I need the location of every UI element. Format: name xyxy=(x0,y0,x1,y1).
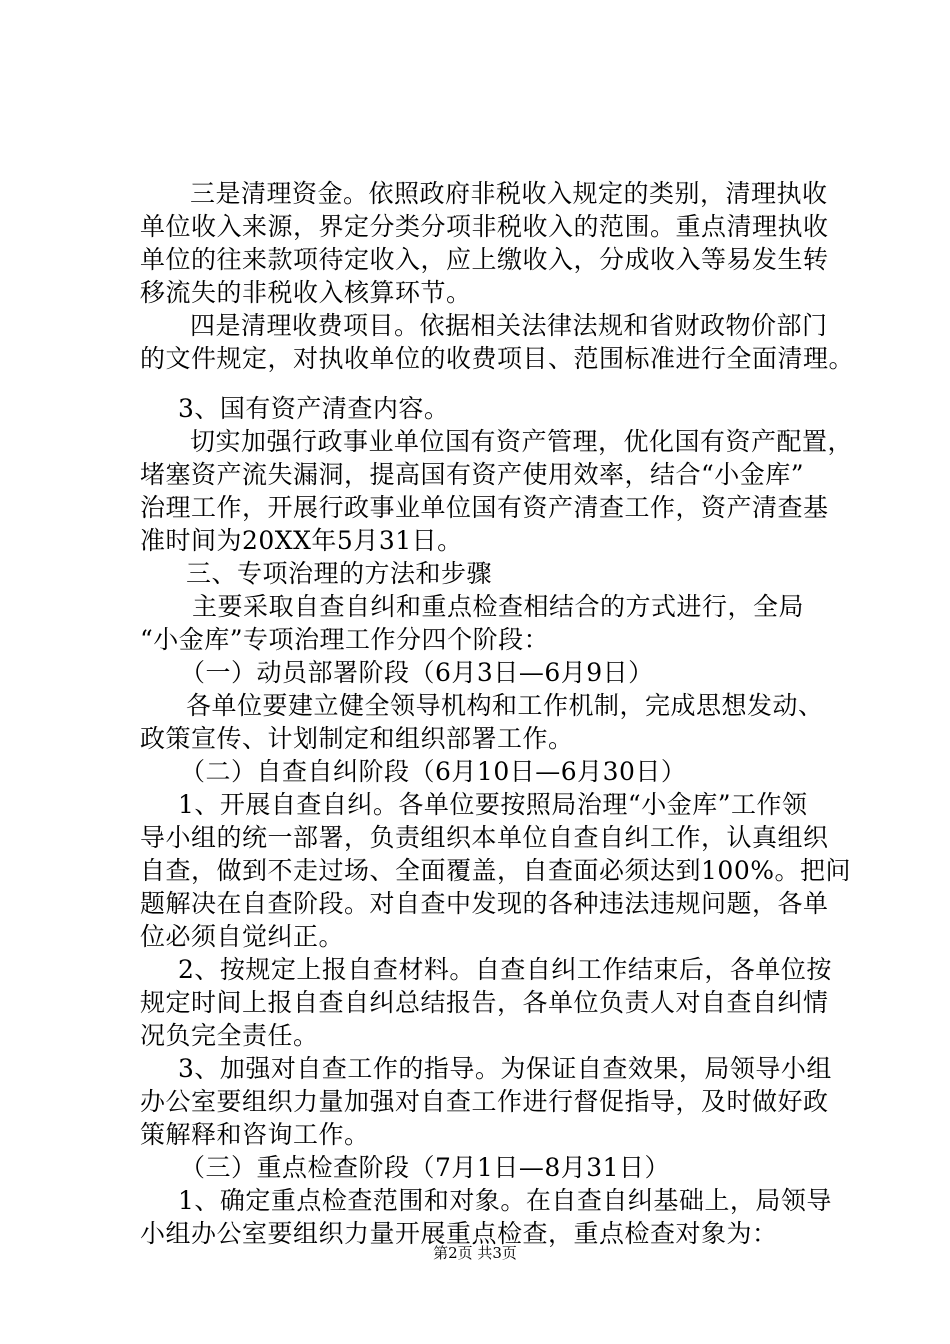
body-line: 的文件规定，对执收单位的收费项目、范围标准进行全面清理。 xyxy=(140,344,855,373)
body-line: “小金库”专项治理工作分四个阶段： xyxy=(140,625,550,654)
body-line: 自查，做到不走过场、全面覆盖，自查面必须达到100%。把问 xyxy=(140,856,851,885)
body-line: 四是清理收费项目。依据相关法律法规和省财政物价部门 xyxy=(190,311,828,340)
body-line: 小组办公室要组织力量开展重点检查，重点检查对象为： xyxy=(140,1219,778,1248)
body-line: 治理工作，开展行政事业单位国有资产清查工作，资产清查基 xyxy=(140,493,829,522)
body-line: 办公室要组织力量加强对自查工作进行督促指导，及时做好政 xyxy=(140,1087,829,1116)
body-line: 各单位要建立健全领导机构和工作机制，完成思想发动、 xyxy=(186,691,824,720)
body-line: 位必须自觉纠正。 xyxy=(140,922,345,951)
body-line: 题解决在自查阶段。对自查中发现的各种违法违规问题，各单 xyxy=(140,889,829,918)
body-line: 单位的往来款项待定收入，应上缴收入，分成收入等易发生转 xyxy=(140,245,829,274)
body-line: 1、确定重点检查范围和对象。在自查自纠基础上，局领导 xyxy=(178,1186,832,1215)
body-line: 切实加强行政事业单位国有资产管理，优化国有资产配置， xyxy=(190,427,854,456)
section-heading: 三、专项治理的方法和步骤 xyxy=(186,559,493,588)
body-line: 主要采取自查自纠和重点检查相结合的方式进行，全局 xyxy=(192,592,805,621)
body-line: 2、按规定上报自查材料。自查自纠工作结束后，各单位按 xyxy=(178,955,832,984)
body-line: 移流失的非税收入核算环节。 xyxy=(140,278,472,307)
stage-heading: （一）动员部署阶段（6月3日—6月9日） xyxy=(180,658,654,687)
body-line: 策解释和咨询工作。 xyxy=(140,1120,370,1149)
body-line: 单位收入来源，界定分类分项非税收入的范围。重点清理执收 xyxy=(140,212,829,241)
body-line: 况负完全责任。 xyxy=(140,1021,319,1050)
section-heading: 3、国有资产清查内容。 xyxy=(178,394,450,423)
body-line: 导小组的统一部署，负责组织本单位自查自纠工作，认真组织 xyxy=(140,823,829,852)
body-line: 准时间为20XX年5月31日。 xyxy=(140,526,463,555)
stage-heading: （二）自查自纠阶段（6月10日—6月30日） xyxy=(180,757,687,786)
stage-heading: （三）重点检查阶段（7月1日—8月31日） xyxy=(180,1153,671,1182)
page-number-footer: 第2页 共3页 xyxy=(433,1244,517,1262)
body-line: 三是清理资金。依照政府非税收入规定的类别，清理执收 xyxy=(190,179,828,208)
body-line: 规定时间上报自查自纠总结报告，各单位负责人对自查自纠情 xyxy=(140,988,829,1017)
body-line: 政策宣传、计划制定和组织部署工作。 xyxy=(140,724,574,753)
body-line: 堵塞资产流失漏洞，提高国有资产使用效率，结合“小金库” xyxy=(140,460,805,489)
body-line: 3、加强对自查工作的指导。为保证自查效果，局领导小组 xyxy=(178,1054,832,1083)
body-line: 1、开展自查自纠。各单位要按照局治理“小金库”工作领 xyxy=(178,790,808,819)
